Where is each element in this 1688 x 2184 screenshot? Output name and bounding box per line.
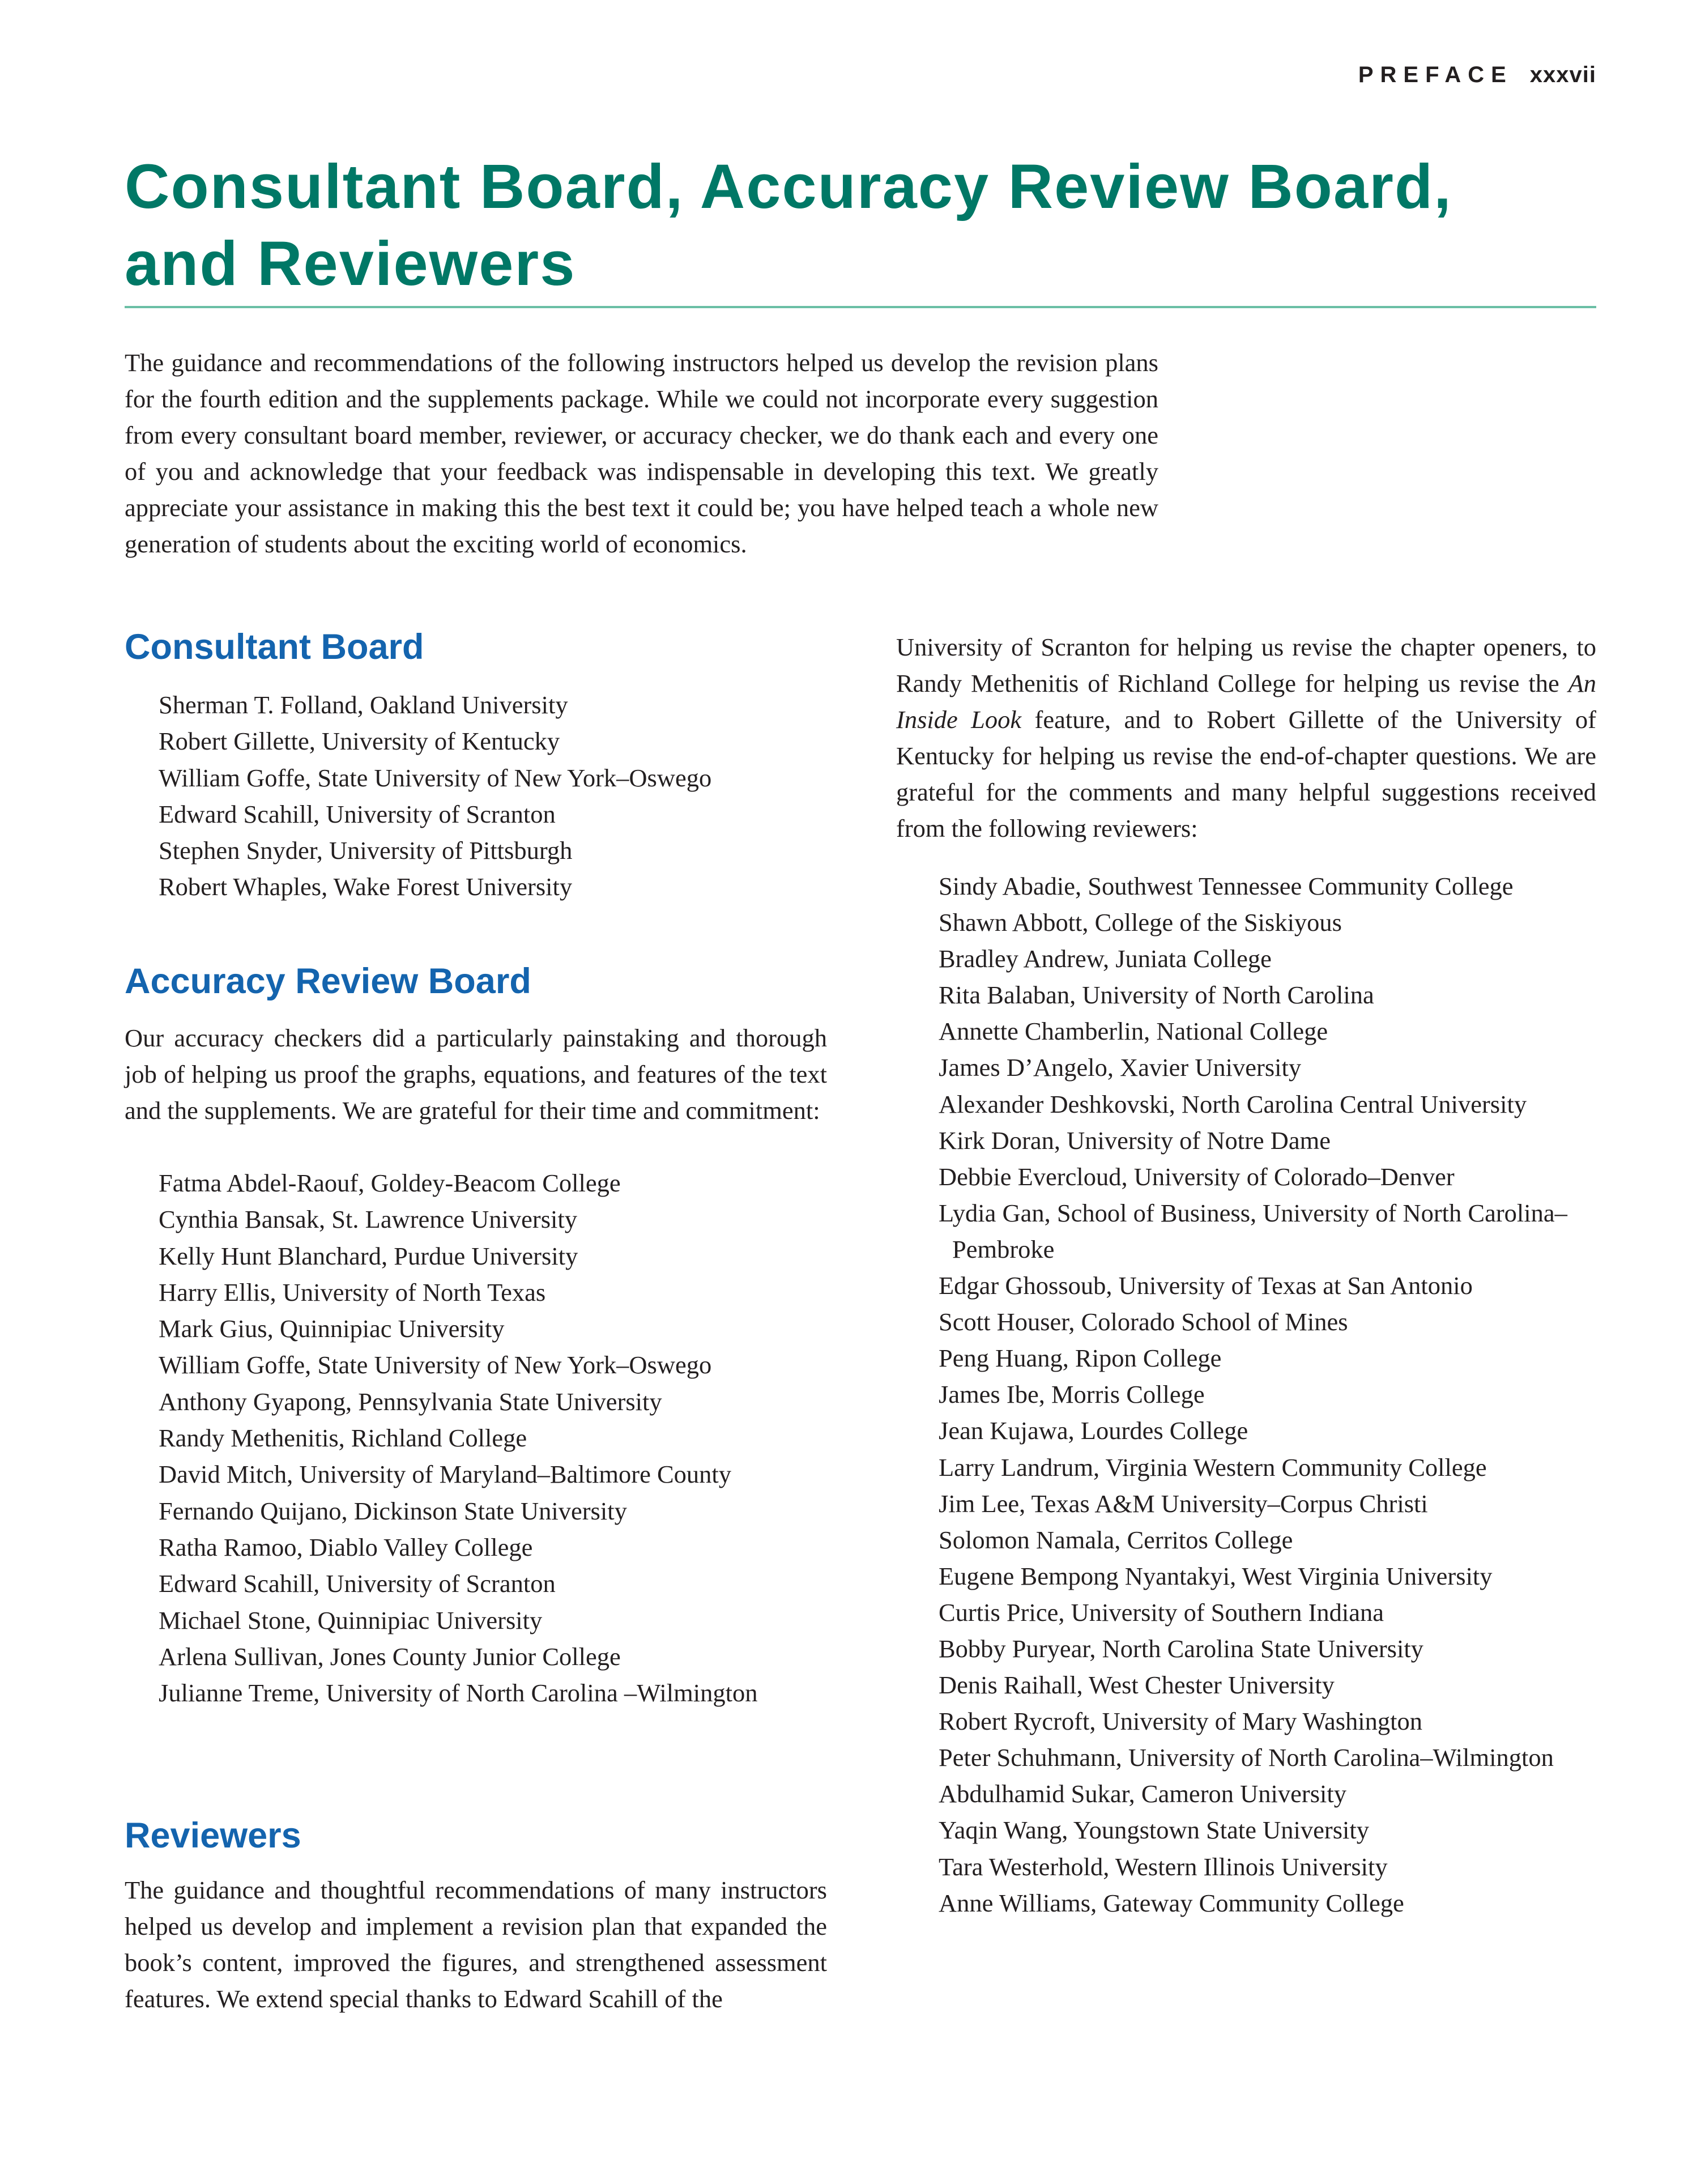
list-item: William Goffe, State University of New York–Oswego <box>159 1351 712 1380</box>
list-item: Larry Landrum, Virginia Western Community College <box>939 1453 1487 1481</box>
list-item: David Mitch, University of Maryland–Baltimore County <box>159 1460 731 1489</box>
list-item: James D’Angelo, Xavier University <box>939 1053 1302 1082</box>
list-item: Peng Huang, Ripon College <box>939 1344 1222 1373</box>
list-item: Eugene Bempong Nyantakyi, West Virginia University <box>939 1561 1493 1590</box>
list-item: Ratha Ramoo, Diablo Valley College <box>159 1532 533 1561</box>
list-item: Kelly Hunt Blanchard, Purdue University <box>159 1241 578 1270</box>
list-item: Solomon Namala, Cerritos College <box>939 1525 1293 1554</box>
list-item: Julianne Treme, University of North Carolina –Wilmington <box>159 1679 758 1708</box>
list-item: Michael Stone, Quinnipiac University <box>159 1606 543 1634</box>
list-item: Anne Williams, Gateway Community College <box>939 1888 1404 1917</box>
list-item: Sindy Abadie, Southwest Tennessee Community College <box>939 872 1514 900</box>
list-item: Randy Methenitis, Richland College <box>159 1424 527 1453</box>
reviewers-intro-col1: The guidance and thoughtful recommendations of many instructors helped us develop and implement a revision plan that expanded the book’s content, improved the figures, and strengthened assessment features. We extend special thanks to Edward Scahill of the <box>125 1876 827 2013</box>
feature-name: An Inside Look <box>896 669 1596 734</box>
list-item: Stephen Snyder, University of Pittsburgh <box>159 836 573 865</box>
list-item: Fatma Abdel-Raouf, Goldey-Beacom College <box>159 1169 621 1197</box>
accuracy-review-board-list <box>138 1165 841 1711</box>
list-item: Edward Scahill, University of Scranton <box>159 799 556 828</box>
list-item: Edgar Ghossoub, University of Texas at San Antonio <box>939 1271 1473 1300</box>
list-item: Debbie Evercloud, University of Colorado–Denver <box>939 1162 1455 1191</box>
list-item: Annette Chamberlin, National College <box>939 1017 1328 1046</box>
list-item: Jean Kujawa, Lourdes College <box>939 1416 1248 1445</box>
title-divider <box>125 306 1596 308</box>
list-item: Tara Westerhold, Western Illinois University <box>939 1852 1388 1881</box>
consultant-board-list <box>138 687 841 905</box>
list-item: James Ibe, Morris College <box>939 1380 1205 1409</box>
running-head <box>1358 62 1596 88</box>
list-item: Alexander Deshkovski, North Carolina Central University <box>939 1089 1527 1118</box>
list-item: Shawn Abbott, College of the Siskiyous <box>939 908 1342 937</box>
list-item: Rita Balaban, University of North Carolina <box>939 981 1374 1010</box>
list-item: Robert Rycroft, University of Mary Washington <box>939 1707 1423 1736</box>
list-item: Fernando Quijano, Dickinson State University <box>159 1496 627 1525</box>
consultant-board-heading: Consultant Board <box>125 627 424 667</box>
list-item: Scott Houser, Colorado School of Mines <box>939 1308 1348 1336</box>
list-item: Harry Ellis, University of North Texas <box>159 1278 546 1306</box>
accuracy-review-board-intro: Our accuracy checkers did a particularly painstaking and thorough job of helping us proof the graphs, equations, and features of the text and the supplements. We are grateful for their time and commitment: <box>125 1024 827 1125</box>
list-item: Lydia Gan, School of Business, University of North Carolina–Pembroke <box>939 1198 1567 1263</box>
list-item: Abdulhamid Sukar, Cameron University <box>939 1779 1346 1808</box>
reviewers-intro-col2: University of Scranton for helping us revise the chapter openers, to Randy Methenitis of Richland College for helping us revise the An Inside Look feature, and to Robert Gillette of the University of Kentucky for helping us revise the end-of-chapter questions. We are grateful for the comments and many helpful suggestions received from the following reviewers: <box>896 633 1596 842</box>
reviewers-heading: Reviewers <box>125 1816 301 1855</box>
list-item: Yaqin Wang, Youngstown State University <box>939 1816 1369 1845</box>
page-number: xxxvii <box>1529 62 1596 87</box>
running-head-label: PREFACE <box>1358 62 1513 87</box>
list-item: Jim Lee, Texas A&M University–Corpus Christi <box>939 1489 1428 1518</box>
list-item: Kirk Doran, University of Notre Dame <box>939 1126 1331 1155</box>
reviewers-list <box>909 868 1623 1921</box>
list-item: Mark Gius, Quinnipiac University <box>159 1314 505 1343</box>
intro-paragraph: The guidance and recommendations of the following instructors helped us develop the revision plans for the fourth edition and the supplements package. While we could not incorporate every suggestion from every consultant board member, reviewer, or accuracy checker, we do thank each and every one of you and acknowledge that your feedback was indispensable in developing this text. We greatly appreciate your assistance in making this the best text it could be; you have helped teach a whole new generation of students about the exciting world of economics. <box>125 348 1158 558</box>
list-item: Cynthia Bansak, St. Lawrence University <box>159 1205 578 1234</box>
accuracy-review-board-heading: Accuracy Review Board <box>125 961 531 1001</box>
list-item: Denis Raihall, West Chester University <box>939 1671 1335 1700</box>
list-item: Robert Gillette, University of Kentucky <box>159 727 560 756</box>
list-item: Peter Schuhmann, University of North Carolina–Wilmington <box>939 1743 1554 1772</box>
list-item: Bradley Andrew, Juniata College <box>939 944 1272 973</box>
list-item: Curtis Price, University of Southern Indiana <box>939 1598 1384 1627</box>
list-item: William Goffe, State University of New York–Oswego <box>159 763 712 792</box>
page-title: Consultant Board, Accuracy Review Board, and Reviewers <box>125 152 1452 299</box>
list-item: Arlena Sullivan, Jones County Junior College <box>159 1642 621 1671</box>
list-item: Edward Scahill, University of Scranton <box>159 1569 556 1598</box>
list-item: Anthony Gyapong, Pennsylvania State University <box>159 1387 662 1416</box>
list-item: Robert Whaples, Wake Forest University <box>159 872 573 901</box>
list-item: Bobby Puryear, North Carolina State University <box>939 1634 1423 1663</box>
list-item: Sherman T. Folland, Oakland University <box>159 691 568 719</box>
